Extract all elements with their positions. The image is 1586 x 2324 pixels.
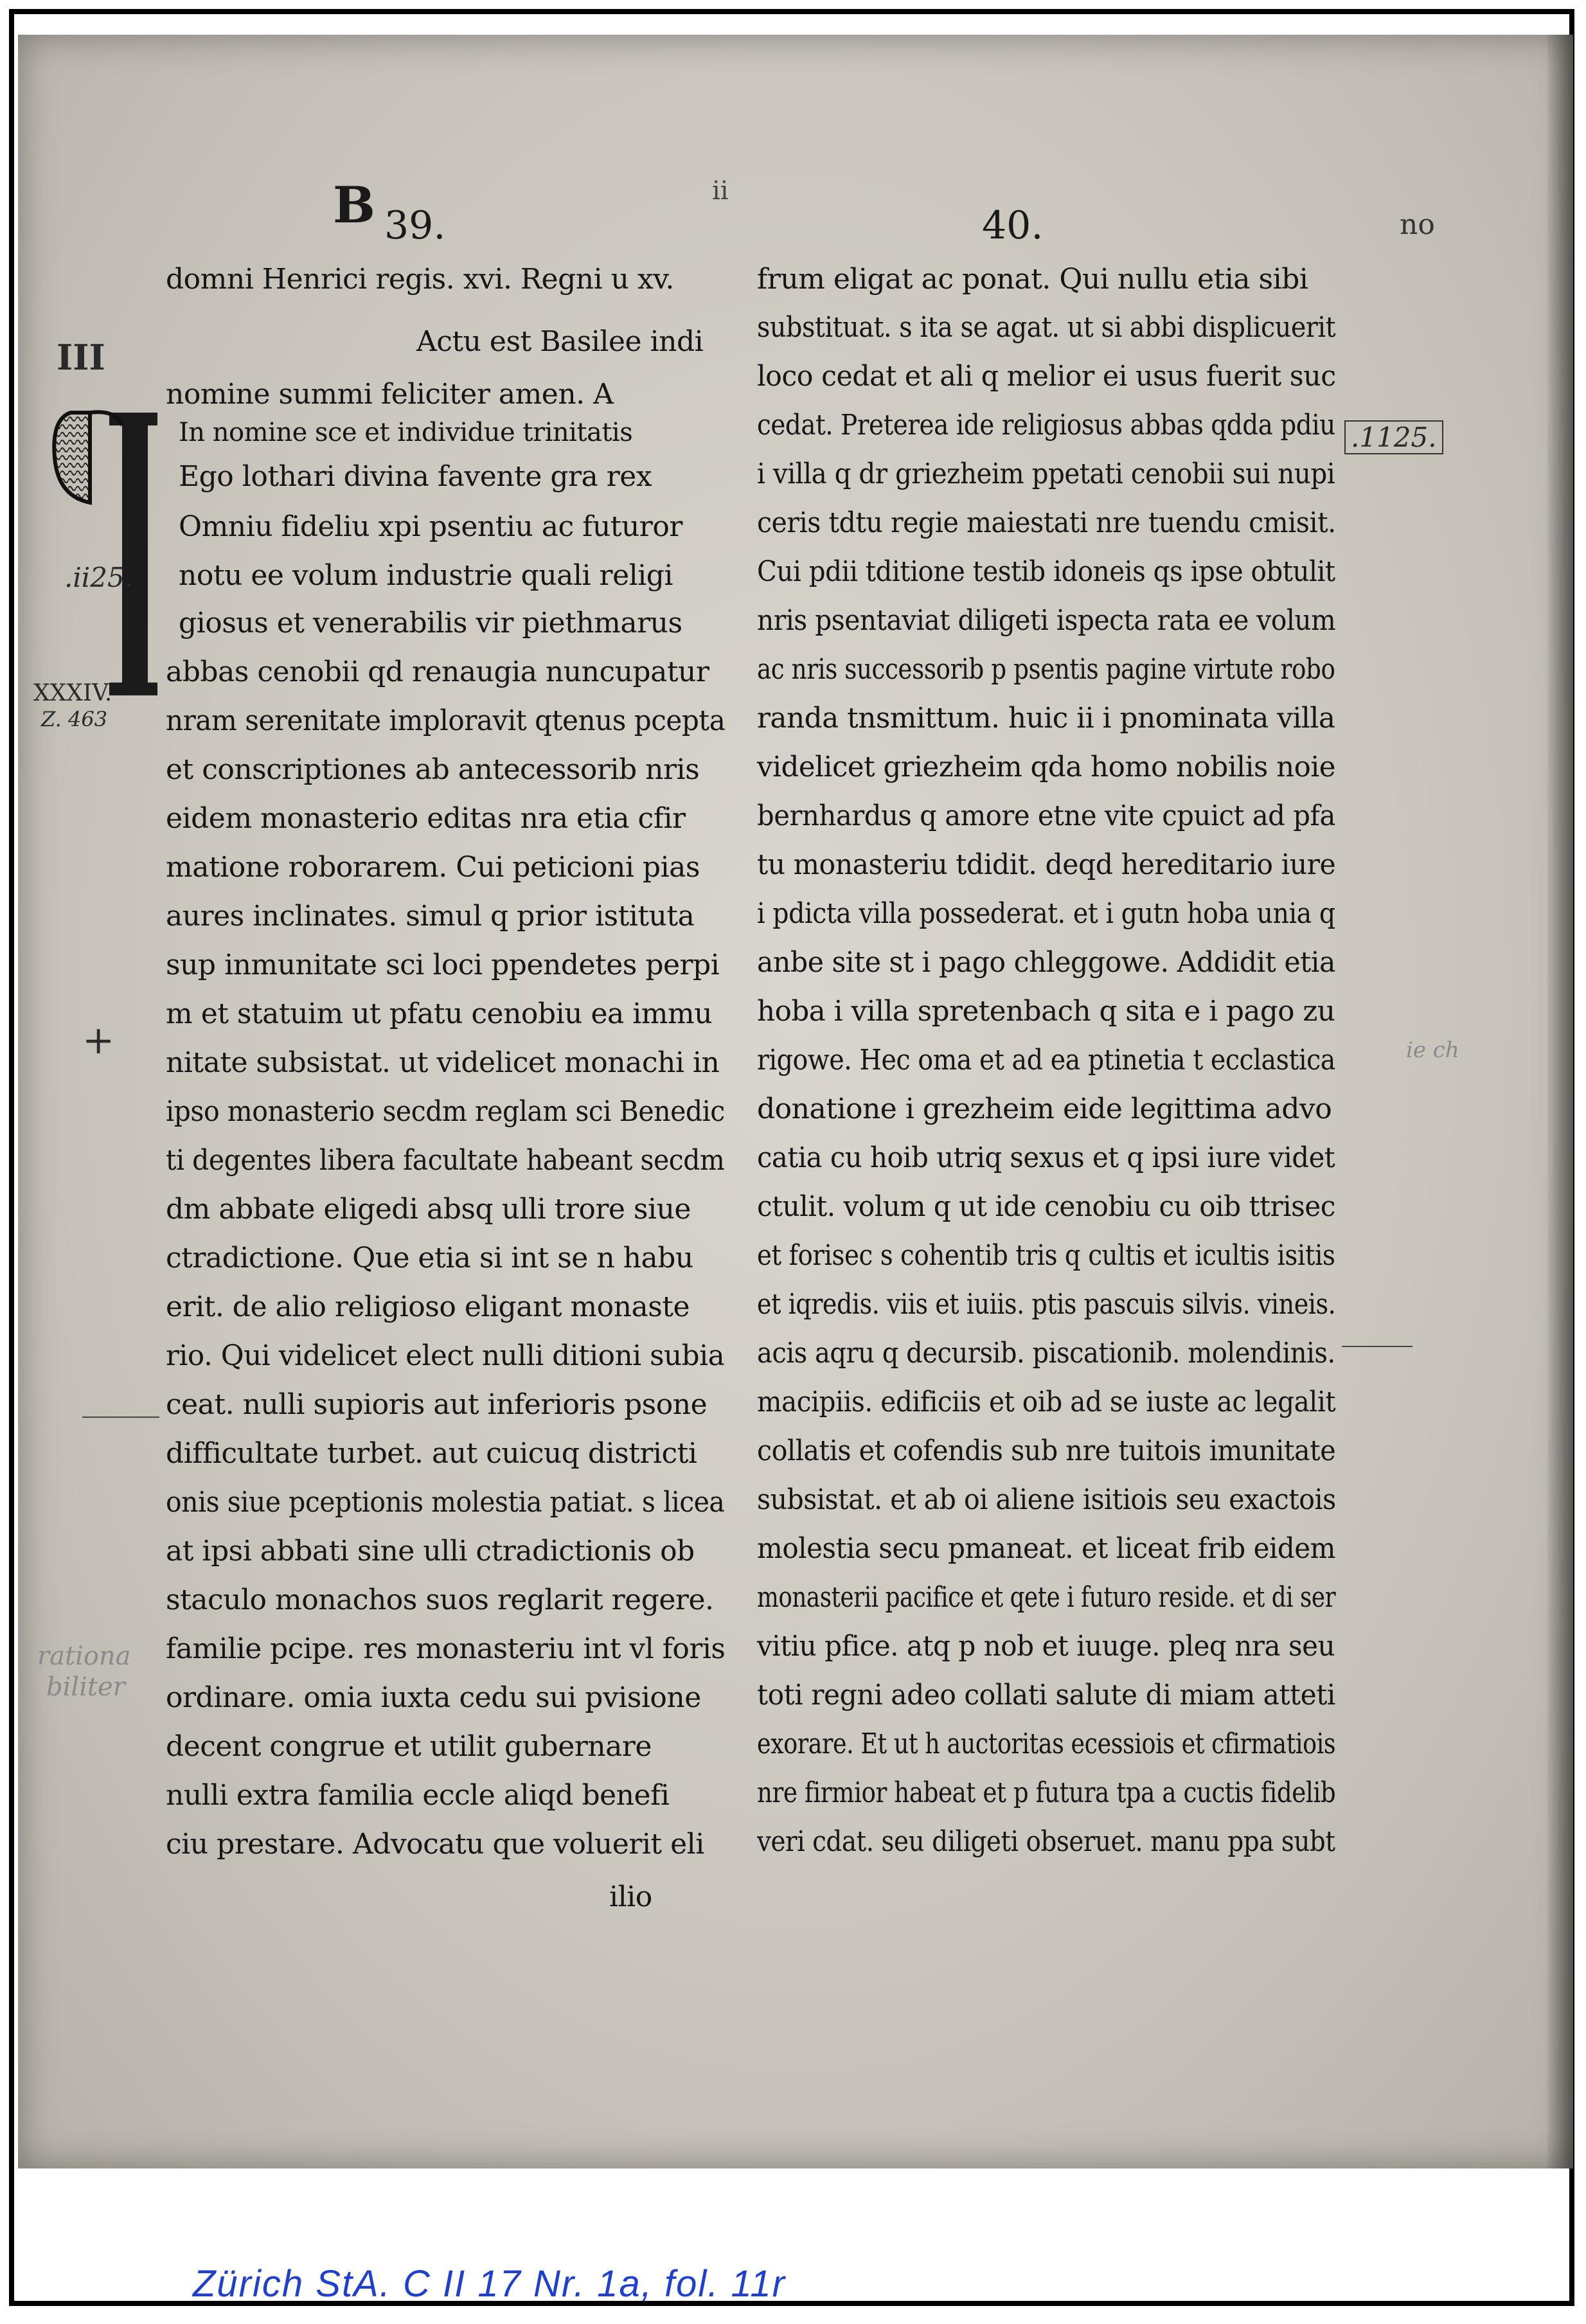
text-line: giosus et venerabilis vir piethmarus [179,607,682,639]
folio-number-left: 39. [384,203,446,248]
text-line: at ipsi abbati sine ulli ctradictionis ob [166,1535,695,1568]
text-line: nomine summi feliciter amen. A [166,378,614,411]
text-line: Actu est Basilee indi [416,325,704,358]
text-line: erit. de alio religioso eligant monaste [166,1291,690,1323]
text-line: et iqredis. viis et iuiis. ptis pascuis silvis. vineis. [757,1288,1336,1321]
margin-note-pencil-2: biliter [46,1672,125,1702]
text-line: randa tnsmittum. huic ii i pnominata villa [757,702,1335,735]
text-line: m et statuim ut pfatu cenobiu ea immu [166,997,713,1030]
text-line: et forisec s cohentib tris q cultis et icultis isitis [757,1239,1335,1272]
text-line: Cui pdii tditione testib idoneis qs ipse obtulit [757,555,1335,588]
text-line: cedat. Preterea ide religiosus abbas qdda pdiu [757,409,1335,442]
text-line: frum eligat ac ponat. Qui nullu etia sibi [757,263,1308,296]
text-line: ac nris successorib p psentis pagine virtute robo [757,653,1335,686]
text-line: ordinare. omia iuxta cedu sui pvisione [166,1681,701,1714]
text-line: vitiu pfice. atq p nob et iuuge. pleq nra seu [757,1630,1335,1663]
text-line: eidem monasterio editas nra etia cfir [166,802,686,835]
text-line: tu monasteriu tdidit. deqd hereditario iure [757,848,1336,881]
text-line: i villa q dr griezheim ppetati cenobii sui nupi [757,458,1335,490]
margin-note-roman: XXXIV. [33,680,112,706]
text-line: Omniu fideliu xpi psentiu ac futuror [179,510,682,543]
text-line: ilio [609,1881,652,1913]
text-line: anbe site st i pago chleggowe. Addidit etia [757,946,1335,979]
text-line: familie pcipe. res monasteriu int vl foris [166,1632,726,1665]
margin-note-date-left: .ii25. [64,562,134,593]
margin-note-ref: Z. 463 [41,707,108,731]
text-line: rigowe. Hec oma et ad ea ptinetia t ecclastica [757,1044,1335,1077]
text-line: monasterii pacifice et qete i futuro reside. et di ser [757,1581,1336,1614]
text-line: molestia secu pmaneat. et liceat frib eidem [757,1532,1335,1565]
text-line: ipso monasterio secdm reglam sci Benedic [166,1095,725,1128]
text-line: hoba i villa spretenbach q sita e i pago zu [757,995,1335,1028]
text-line: veri cdat. seu diligeti obseruet. manu ppa subt [757,1825,1335,1858]
text-line: aures inclinates. simul q prior istituta [166,900,695,933]
text-line: macipiis. edificiis et oib ad se iuste ac legalit [757,1386,1336,1418]
text-line: nitate subsistat. ut videlicet monachi in [166,1046,720,1079]
text-line: bernhardus q amore etne vite cpuict ad pfa [757,800,1335,832]
text-line: collatis et cofendis sub nre tuitois imunitate [757,1435,1336,1467]
margin-note-hash: III [57,337,105,378]
text-line: ciu prestare. Advocatu que voluerit eli [166,1828,704,1861]
margin-line-right [1342,1346,1412,1347]
text-line: toti regni adeo collati salute di miam atteti [757,1679,1335,1712]
text-line: notu ee volum industrie quali religi [179,559,673,592]
manuscript-page [18,35,1573,2168]
text-line: acis aqru q decursib. piscationib. molendinis. [757,1337,1335,1370]
decorated-initial-icon [45,400,161,702]
margin-note-cross: + [82,1018,115,1063]
text-line: catia cu hoib utriq sexus et q ipsi iure videt [757,1141,1335,1174]
archive-caption: Zürich StA. C II 17 Nr. 1a, fol. 11r [193,2263,786,2305]
text-line: decent congrue et utilit gubernare [166,1730,652,1763]
text-line: staculo monachos suos reglarit regere. [166,1584,714,1616]
text-line: ti degentes libera facultate habeant secdm [166,1144,725,1177]
text-line: Ego lothari divina favente gra rex [179,460,652,493]
margin-note-date-right: .1125. [1344,420,1443,454]
text-line: ceris tdtu regie maiestati nre tuendu cmisit. [757,506,1336,539]
text-line: substituat. s ita se agat. ut si abbi displicuerit [757,311,1336,344]
text-line: nre firmior habeat et p futura tpa a cuctis fidelib [757,1776,1336,1809]
text-line: sup inmunitate sci loci ppendetes perpi [166,949,720,981]
margin-line-left [82,1417,159,1418]
margin-note-pencil-right: ie ch [1406,1037,1459,1063]
folio-number-right: 40. [982,203,1044,248]
margin-note-pencil-1: rationa [37,1641,131,1671]
folio-mark-center: ii [712,176,729,206]
text-line: exorare. Et ut h auctoritas ecessiois et cfirmatiois [757,1728,1336,1760]
text-line: ceat. nulli supioris aut inferioris psone [166,1388,708,1421]
text-line: nulli extra familia eccle aliqd benefi [166,1779,670,1812]
text-line: ctulit. volum q ut ide cenobiu cu oib ttrisec [757,1190,1335,1223]
text-line: donatione i grezheim eide legittima advo [757,1093,1332,1125]
text-line: et conscriptiones ab antecessorib nris [166,753,700,786]
text-line: subsistat. et ab oi aliene isitiois seu exactois [757,1483,1336,1516]
text-line: In nomine sce et individue trinitatis [179,418,633,447]
text-line: matione roborarem. Cui peticioni pias [166,851,700,884]
text-line: i pdicta villa possederat. et i gutn hoba unia q [757,897,1335,930]
text-line: onis siue pceptionis molestia patiat. s licea [166,1486,725,1519]
text-line: loco cedat et ali q melior ei usus fuerit suc [757,360,1336,393]
text-line: abbas cenobii qd renaugia nuncupatur [166,656,709,688]
text-line: difficultate turbet. aut cuicuq districti [166,1437,697,1470]
text-line: domni Henrici regis. xvi. Regni u xv. [166,263,674,296]
text-line: nris psentaviat diligeti ispecta rata ee volum [757,604,1336,637]
text-line: rio. Qui videlicet elect nulli ditioni subia [166,1339,725,1372]
folio-note-right: no [1400,208,1435,241]
text-line: ctradictione. Que etia si int se n habu [166,1242,693,1274]
text-line: nram serenitate imploravit qtenus pcepta [166,704,726,737]
text-line: videlicet griezheim qda homo nobilis noie [757,751,1336,783]
text-line: dm abbate eligedi absq ulli trore siue [166,1193,691,1226]
folio-mark-left: B [333,176,375,235]
